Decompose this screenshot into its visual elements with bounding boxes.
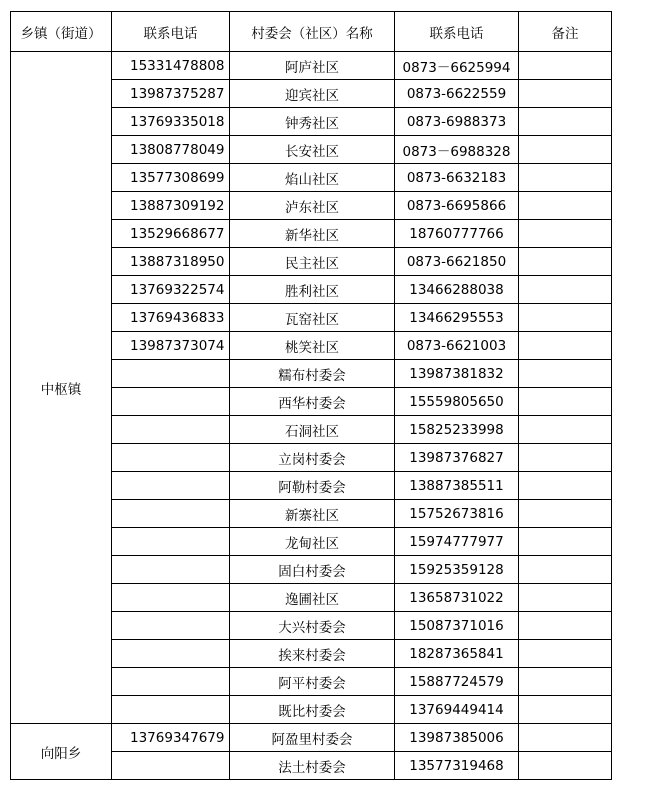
header-phone: 联系电话	[112, 12, 230, 52]
contact-phone-cell: 0873－6625994	[395, 52, 519, 80]
phone-cell: 13769347679	[112, 724, 230, 752]
phone-cell: 13769322574	[112, 276, 230, 304]
phone-cell	[112, 640, 230, 668]
phone-cell	[112, 696, 230, 724]
note-cell	[519, 416, 612, 444]
phone-cell: 13987373074	[112, 332, 230, 360]
contact-phone-cell: 13987376827	[395, 444, 519, 472]
town-cell: 中枢镇	[11, 52, 112, 724]
header-community-name: 村委会（社区）名称	[230, 12, 395, 52]
contact-phone-cell: 0873－6988328	[395, 136, 519, 164]
community-name-cell: 阿盈里村委会	[230, 724, 395, 752]
contact-phone-cell: 13466295553	[395, 304, 519, 332]
note-cell	[519, 52, 612, 80]
note-cell	[519, 80, 612, 108]
community-name-cell: 西华村委会	[230, 388, 395, 416]
header-town: 乡镇（街道）	[11, 12, 112, 52]
phone-cell: 13529668677	[112, 220, 230, 248]
note-cell	[519, 108, 612, 136]
contact-phone-cell: 15752673816	[395, 500, 519, 528]
phone-cell: 13577308699	[112, 164, 230, 192]
phone-cell: 13987375287	[112, 80, 230, 108]
header-row	[11, 12, 612, 52]
community-name-cell: 阿勒村委会	[230, 472, 395, 500]
contact-phone-cell: 0873-6621850	[395, 248, 519, 276]
phone-cell	[112, 528, 230, 556]
note-cell	[519, 752, 612, 780]
contact-phone-cell: 13887385511	[395, 472, 519, 500]
town-cell: 向阳乡	[11, 724, 112, 780]
contact-phone-cell: 15887724579	[395, 668, 519, 696]
note-cell	[519, 220, 612, 248]
community-name-cell: 泸东社区	[230, 192, 395, 220]
phone-cell	[112, 612, 230, 640]
note-cell	[519, 304, 612, 332]
community-name-cell: 瓦窑社区	[230, 304, 395, 332]
contact-phone-cell: 18760777766	[395, 220, 519, 248]
header-note: 备注	[519, 12, 612, 52]
contact-phone-cell: 15974777977	[395, 528, 519, 556]
community-name-cell: 钟秀社区	[230, 108, 395, 136]
note-cell	[519, 724, 612, 752]
contact-phone-cell: 13769449414	[395, 696, 519, 724]
phone-cell: 13808778049	[112, 136, 230, 164]
note-cell	[519, 640, 612, 668]
contact-phone-cell: 13987381832	[395, 360, 519, 388]
contact-phone-cell: 0873-6632183	[395, 164, 519, 192]
community-name-cell: 逸圃社区	[230, 584, 395, 612]
phone-cell	[112, 444, 230, 472]
contact-phone-cell: 15087371016	[395, 612, 519, 640]
phone-cell	[112, 556, 230, 584]
note-cell	[519, 696, 612, 724]
phone-cell	[112, 668, 230, 696]
note-cell	[519, 500, 612, 528]
note-cell	[519, 668, 612, 696]
table-header	[11, 12, 612, 52]
phone-cell: 13769436833	[112, 304, 230, 332]
phone-cell: 13769335018	[112, 108, 230, 136]
note-cell	[519, 584, 612, 612]
table-body	[11, 52, 612, 780]
contact-phone-cell: 15925359128	[395, 556, 519, 584]
note-cell	[519, 332, 612, 360]
contact-phone-cell: 15559805650	[395, 388, 519, 416]
community-name-cell: 阿庐社区	[230, 52, 395, 80]
note-cell	[519, 472, 612, 500]
community-name-cell: 固白村委会	[230, 556, 395, 584]
note-cell	[519, 276, 612, 304]
community-name-cell: 桃笑社区	[230, 332, 395, 360]
community-name-cell: 新华社区	[230, 220, 395, 248]
table-row	[11, 52, 612, 80]
note-cell	[519, 612, 612, 640]
community-name-cell: 阿平村委会	[230, 668, 395, 696]
contact-phone-cell: 18287365841	[395, 640, 519, 668]
community-name-cell: 迎宾社区	[230, 80, 395, 108]
community-name-cell: 焰山社区	[230, 164, 395, 192]
phone-cell	[112, 416, 230, 444]
phone-cell	[112, 584, 230, 612]
phone-cell	[112, 472, 230, 500]
community-name-cell: 新寨社区	[230, 500, 395, 528]
community-name-cell: 糯布村委会	[230, 360, 395, 388]
phone-cell	[112, 360, 230, 388]
phone-cell	[112, 752, 230, 780]
phone-cell: 15331478808	[112, 52, 230, 80]
community-name-cell: 法土村委会	[230, 752, 395, 780]
community-name-cell: 胜利社区	[230, 276, 395, 304]
table-row	[11, 724, 612, 752]
contact-phone-cell: 0873-6621003	[395, 332, 519, 360]
note-cell	[519, 192, 612, 220]
note-cell	[519, 528, 612, 556]
phone-cell	[112, 500, 230, 528]
contact-phone-cell: 13577319468	[395, 752, 519, 780]
contact-phone-cell: 0873-6622559	[395, 80, 519, 108]
phone-cell: 13887309192	[112, 192, 230, 220]
contact-table	[10, 11, 612, 780]
community-name-cell: 长安社区	[230, 136, 395, 164]
contact-phone-cell: 0873-6988373	[395, 108, 519, 136]
community-name-cell: 龙甸社区	[230, 528, 395, 556]
contact-phone-cell: 0873-6695866	[395, 192, 519, 220]
note-cell	[519, 248, 612, 276]
note-cell	[519, 136, 612, 164]
note-cell	[519, 556, 612, 584]
contact-phone-cell: 13466288038	[395, 276, 519, 304]
note-cell	[519, 388, 612, 416]
community-name-cell: 挨来村委会	[230, 640, 395, 668]
note-cell	[519, 164, 612, 192]
header-contact-phone: 联系电话	[395, 12, 519, 52]
phone-cell: 13887318950	[112, 248, 230, 276]
note-cell	[519, 444, 612, 472]
phone-cell	[112, 388, 230, 416]
contact-phone-cell: 15825233998	[395, 416, 519, 444]
community-name-cell: 既比村委会	[230, 696, 395, 724]
contact-phone-cell: 13987385006	[395, 724, 519, 752]
community-name-cell: 石洞社区	[230, 416, 395, 444]
community-name-cell: 民主社区	[230, 248, 395, 276]
community-name-cell: 立岗村委会	[230, 444, 395, 472]
community-name-cell: 大兴村委会	[230, 612, 395, 640]
note-cell	[519, 360, 612, 388]
contact-phone-cell: 13658731022	[395, 584, 519, 612]
